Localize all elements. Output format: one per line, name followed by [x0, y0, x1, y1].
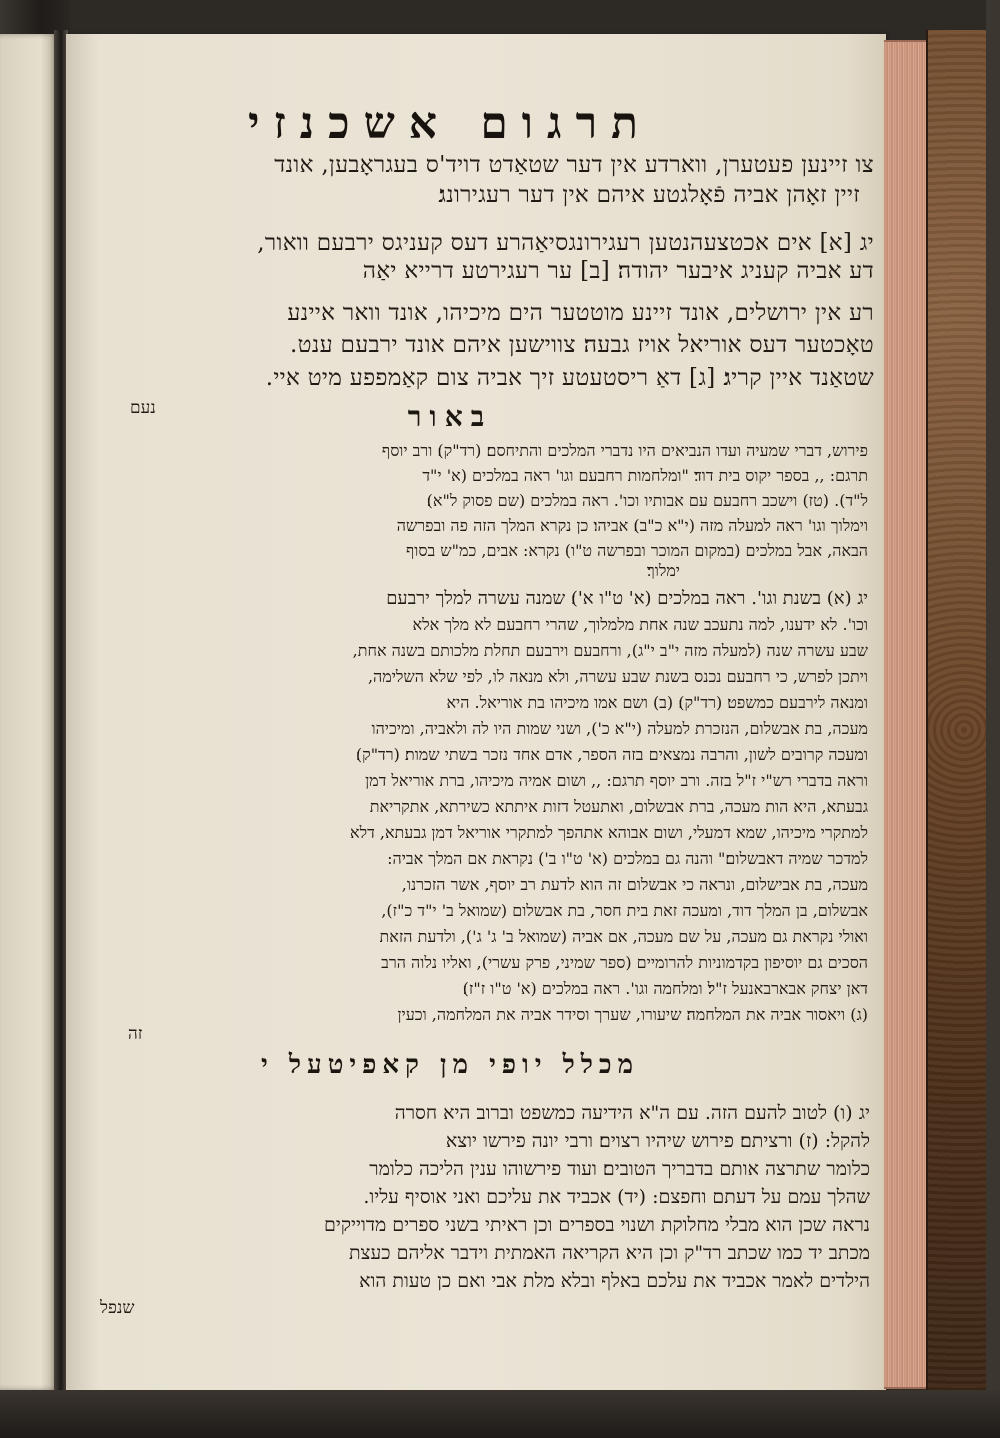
page-edges: [884, 40, 928, 1389]
commentary-line: ויתכן לפרש, כי רחבעם נכנס בשנת שבע עשרה, ולא מנאה לו, לפי שלא השלימה,: [367, 667, 868, 686]
commentary-line: ומנאה לירבעם כמשפט׃ (רד"ק)׃ (ב) ושם אמו מיכיהו בת אוריאל. היא: [446, 693, 868, 712]
commentary-line: ימלוך׃: [646, 561, 680, 580]
translation-line: זיין זאָהן אביה פֿאָלגטע איהם אין דער רעגירונג׃: [438, 182, 860, 208]
cover-strip: [986, 0, 1000, 1438]
commentary-line: ומעכה קרובים לשון, והרבה נמצאים בזה הספר, אדם אחד נזכר בשתי שמות׃ (רד"ק)׃: [355, 745, 868, 764]
catchword: זה: [128, 1024, 143, 1044]
biur-heading: באור: [407, 400, 493, 433]
bottom-line: מכתב יד כמו שכתב רד"ק וכן היא הקריאה האמתית וידבר אליהם כעצת: [348, 1242, 870, 1264]
translation-line: טאָכטער דעס אוריאל אויז גבעה׃ צווישען איהם אונד ירבעם ענט.: [290, 332, 874, 358]
translation-line: שטאַנד איין קריג׃ [ג] דאַ ריסטעטע זיך אביה צום קאַמפפע מיט איי.: [265, 365, 874, 391]
commentary-line: דאן יצחק אבארבאנעל ז"ל׃ ומלחמה וגו'. ראה במלכים (א' ט"ו ז"ז)׃: [462, 979, 868, 998]
commentary-line: וימלוך וגו' ראה למעלה מזה (י"א כ"ב)׃ אביהו׃ כן נקרא המלך הזה פה ובפרשה: [396, 516, 868, 535]
catchword: נעם: [130, 398, 156, 418]
commentary-line: יג (א) בשנת וגו'. ראה במלכים (א' ט"ו א')׃ שמנה עשרה למלך ירבעם: [386, 588, 868, 609]
section-heading: מכלל יופי מן קאפיטעל י: [260, 1050, 640, 1080]
commentary-line: (ג) ויאסור אביה את המלחמה׃ שיעורו, שערך וסידר אביה את המלחמה, וכעין: [397, 1005, 868, 1024]
bottom-line: נראה שכן הוא מבלי מחלוקת ושנוי בספרים וכן ראיתי בשני ספרים מדוייקים: [324, 1214, 870, 1236]
bottom-line: הילדים לאמר אכביד את עלכם באלף ובלא מלת אבי ואם כן טעות הוא: [359, 1270, 870, 1292]
commentary-line: מעכה, בת אבשלום, הנזכרת למעלה (י"א כ'), ושני שמות היו לה ולאביה, ומיכיהו: [371, 719, 868, 738]
commentary-line: וכו'. לא ידענו, למה נתעכב שנה אחת מלמלוך, שהרי רחבעם לא מלך אלא: [412, 615, 868, 634]
commentary-line: גבעתא, היא הות מעכה, ברת אבשלום, ואתעטל דזות איתתא כשירתא, אתקריאת: [369, 797, 868, 816]
page-title: תרגום אשכנזי: [247, 98, 653, 149]
commentary-line: שבע עשרה שנה (למעלה מזה י"ב י"ג), ורחבעם וירבעם תחלת מלכותם בשנה אחת,: [352, 641, 868, 660]
bottom-line: שהלך עמם על דעתם וחפצם: (יד) אכביד את עליכם ואני אוסיף עליו.: [363, 1186, 870, 1208]
bottom-line: יג (ו) לטוב להעם הזה. עם ה"א הידיעה כמשפט וברוב היא חסרה: [394, 1102, 870, 1124]
commentary-line: אבשלום, בן המלך דוד, ומעכה זאת בית חסר, בת אבשלום (שמואל ב' י"ד כ"ז),: [381, 901, 868, 920]
commentary-line: מעכה, בת אבישלום, ונראה כי אבשלום זה הוא לדעת רב יוסף, אשר הזכרנו,: [401, 875, 868, 894]
commentary-line: הבאה, אבל במלכים (במקום המוכר ובפרשה ט"ו) נקרא: אבים, כמ"ש בסוף: [406, 541, 868, 560]
right-cover: [926, 30, 988, 1430]
translation-line: יג [א] אים אכטצעהנטען רעגירונגסיאַהרע דעס קעניגס ירבעם וואור,: [257, 230, 874, 256]
left-page-edge: [0, 34, 58, 1390]
commentary-line: תרגם: ,, בספר יקוס בית דוד׃ "ומלחמות רחבעם וגו' ראה במלכים (א' י"ד: [422, 466, 868, 485]
commentary-line: למתקרי מיכיהו, שמא דמעלי, ושום אבוהא אתהפך למתקרי אוריאל דמן גבעתא, דלא: [349, 823, 868, 842]
bottom-line: להקל: (ז) ורציתם׃ פירוש שיהיו רצוים׃ ורבי יונה פירשו יוצא: [445, 1130, 870, 1152]
translation-line: דע אביה קעניג איבער יהודה׃ [ב] ער רעגירטע דרייא יאַה: [362, 258, 874, 284]
translation-line: רע אין ירושלים, אונד זיינע מוטטער הים מיכיהו, אונד וואר איינע: [287, 300, 874, 326]
commentary-line: ואולי נקראת גם מעכה, על שם מעכה, אם אביה (שמואל ב' ג' ג'), ולדעת הזאת: [379, 927, 868, 946]
commentary-line: הסכים גם יוסיפון בקדמוניות להרומיים (ספר שמיני, פרק עשרי), ואליו נלוה הרב: [381, 953, 868, 972]
bottom-shadow: [0, 1390, 1000, 1438]
commentary-line: ל"ד). (טז) וישכב רחבעם עם אבותיו וכו'. ראה במלכים (שם פסוק ל"א)׃: [426, 491, 868, 510]
commentary-line: פירוש, דברי שמעיה ועדו הנביאים היו נדברי המלכים והתיחסם׃ (רד"ק)׃ ורב יוסף: [381, 441, 868, 460]
commentary-line: וראה בדברי רש"י ז"ל בזה. ורב יוסף תרגם: ,, ושום אמיה מיכיהו, ברת אוריאל דמן: [365, 771, 868, 790]
bottom-line: כלומר שתרצה אותם בדבריך הטובים׃ ועוד פירשוהו ענין הליכה כלומר: [369, 1158, 870, 1180]
catchword: שנפל: [100, 1298, 135, 1318]
translation-line: צו זיינען פעטערן, ווארדע אין דער שטאַדט דויד'ס בעגראָבען, אונד: [274, 152, 874, 178]
commentary-line: למדכר שמיה דאבשלום׃" והנה גם במלכים (א' ט"ו ב') נקראת אם המלך אביה:: [387, 849, 868, 868]
